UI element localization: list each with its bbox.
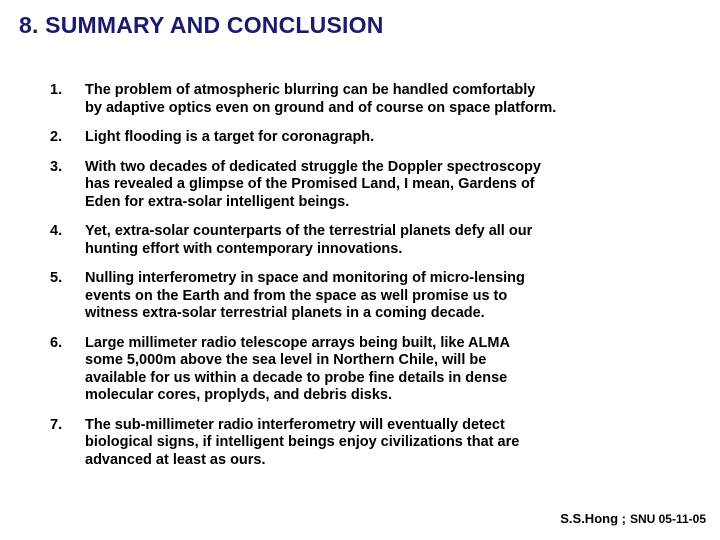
list-item xyxy=(50,270,700,323)
item-text: Yet, extra-solar counterparts of the terrestrial planets defy all our hunting effort with contemporary innovations. xyxy=(85,223,533,257)
item-text: The sub-millimeter radio interferometry will eventually detect biological signs, if intelligent beings enjoy civilizations that are advanced at least as ours. xyxy=(85,416,520,468)
item-text: The problem of atmospheric blurring can be handled comfortably by adaptive optics even on ground and of course on space platform. xyxy=(85,82,557,116)
list-item xyxy=(50,129,700,147)
item-number: 3. xyxy=(50,158,63,175)
footer-affiliation: SNU 05-11-05 xyxy=(629,512,706,526)
item-text: Nulling interferometry in space and monitoring of micro-lensing events on the Earth and from the space as well promise us to witness extra-solar terrestrial planets in a coming decade. xyxy=(85,270,525,321)
item-number: 2. xyxy=(50,129,63,145)
list-item xyxy=(50,159,700,212)
item-number: 6. xyxy=(50,334,63,351)
list-item xyxy=(50,335,700,405)
footer-credit xyxy=(560,511,706,526)
item-number: 7. xyxy=(50,416,63,433)
list-item xyxy=(50,82,700,117)
item-number: 5. xyxy=(50,270,63,286)
footer-author: S.S.Hong ; xyxy=(560,511,626,526)
page-title: 8. SUMMARY AND CONCLUSION xyxy=(19,12,384,38)
list-item xyxy=(50,417,700,470)
list-item xyxy=(50,223,700,258)
item-text: Large millimeter radio telescope arrays being built, like ALMA some 5,000m above the sea level in Northern Chile, will be available for us within a decade to probe fine details in dense molecular cores, proplyds, and debris disks. xyxy=(85,334,510,403)
item-text: Light flooding is a target for coronagraph. xyxy=(85,129,375,145)
item-number: 4. xyxy=(50,223,63,239)
summary-list xyxy=(50,82,700,481)
item-number: 1. xyxy=(50,82,63,98)
item-text: With two decades of dedicated struggle the Doppler spectroscopy has revealed a glimpse of the Promised Land, I mean, Gardens of Eden for extra-solar intelligent beings. xyxy=(85,158,541,210)
